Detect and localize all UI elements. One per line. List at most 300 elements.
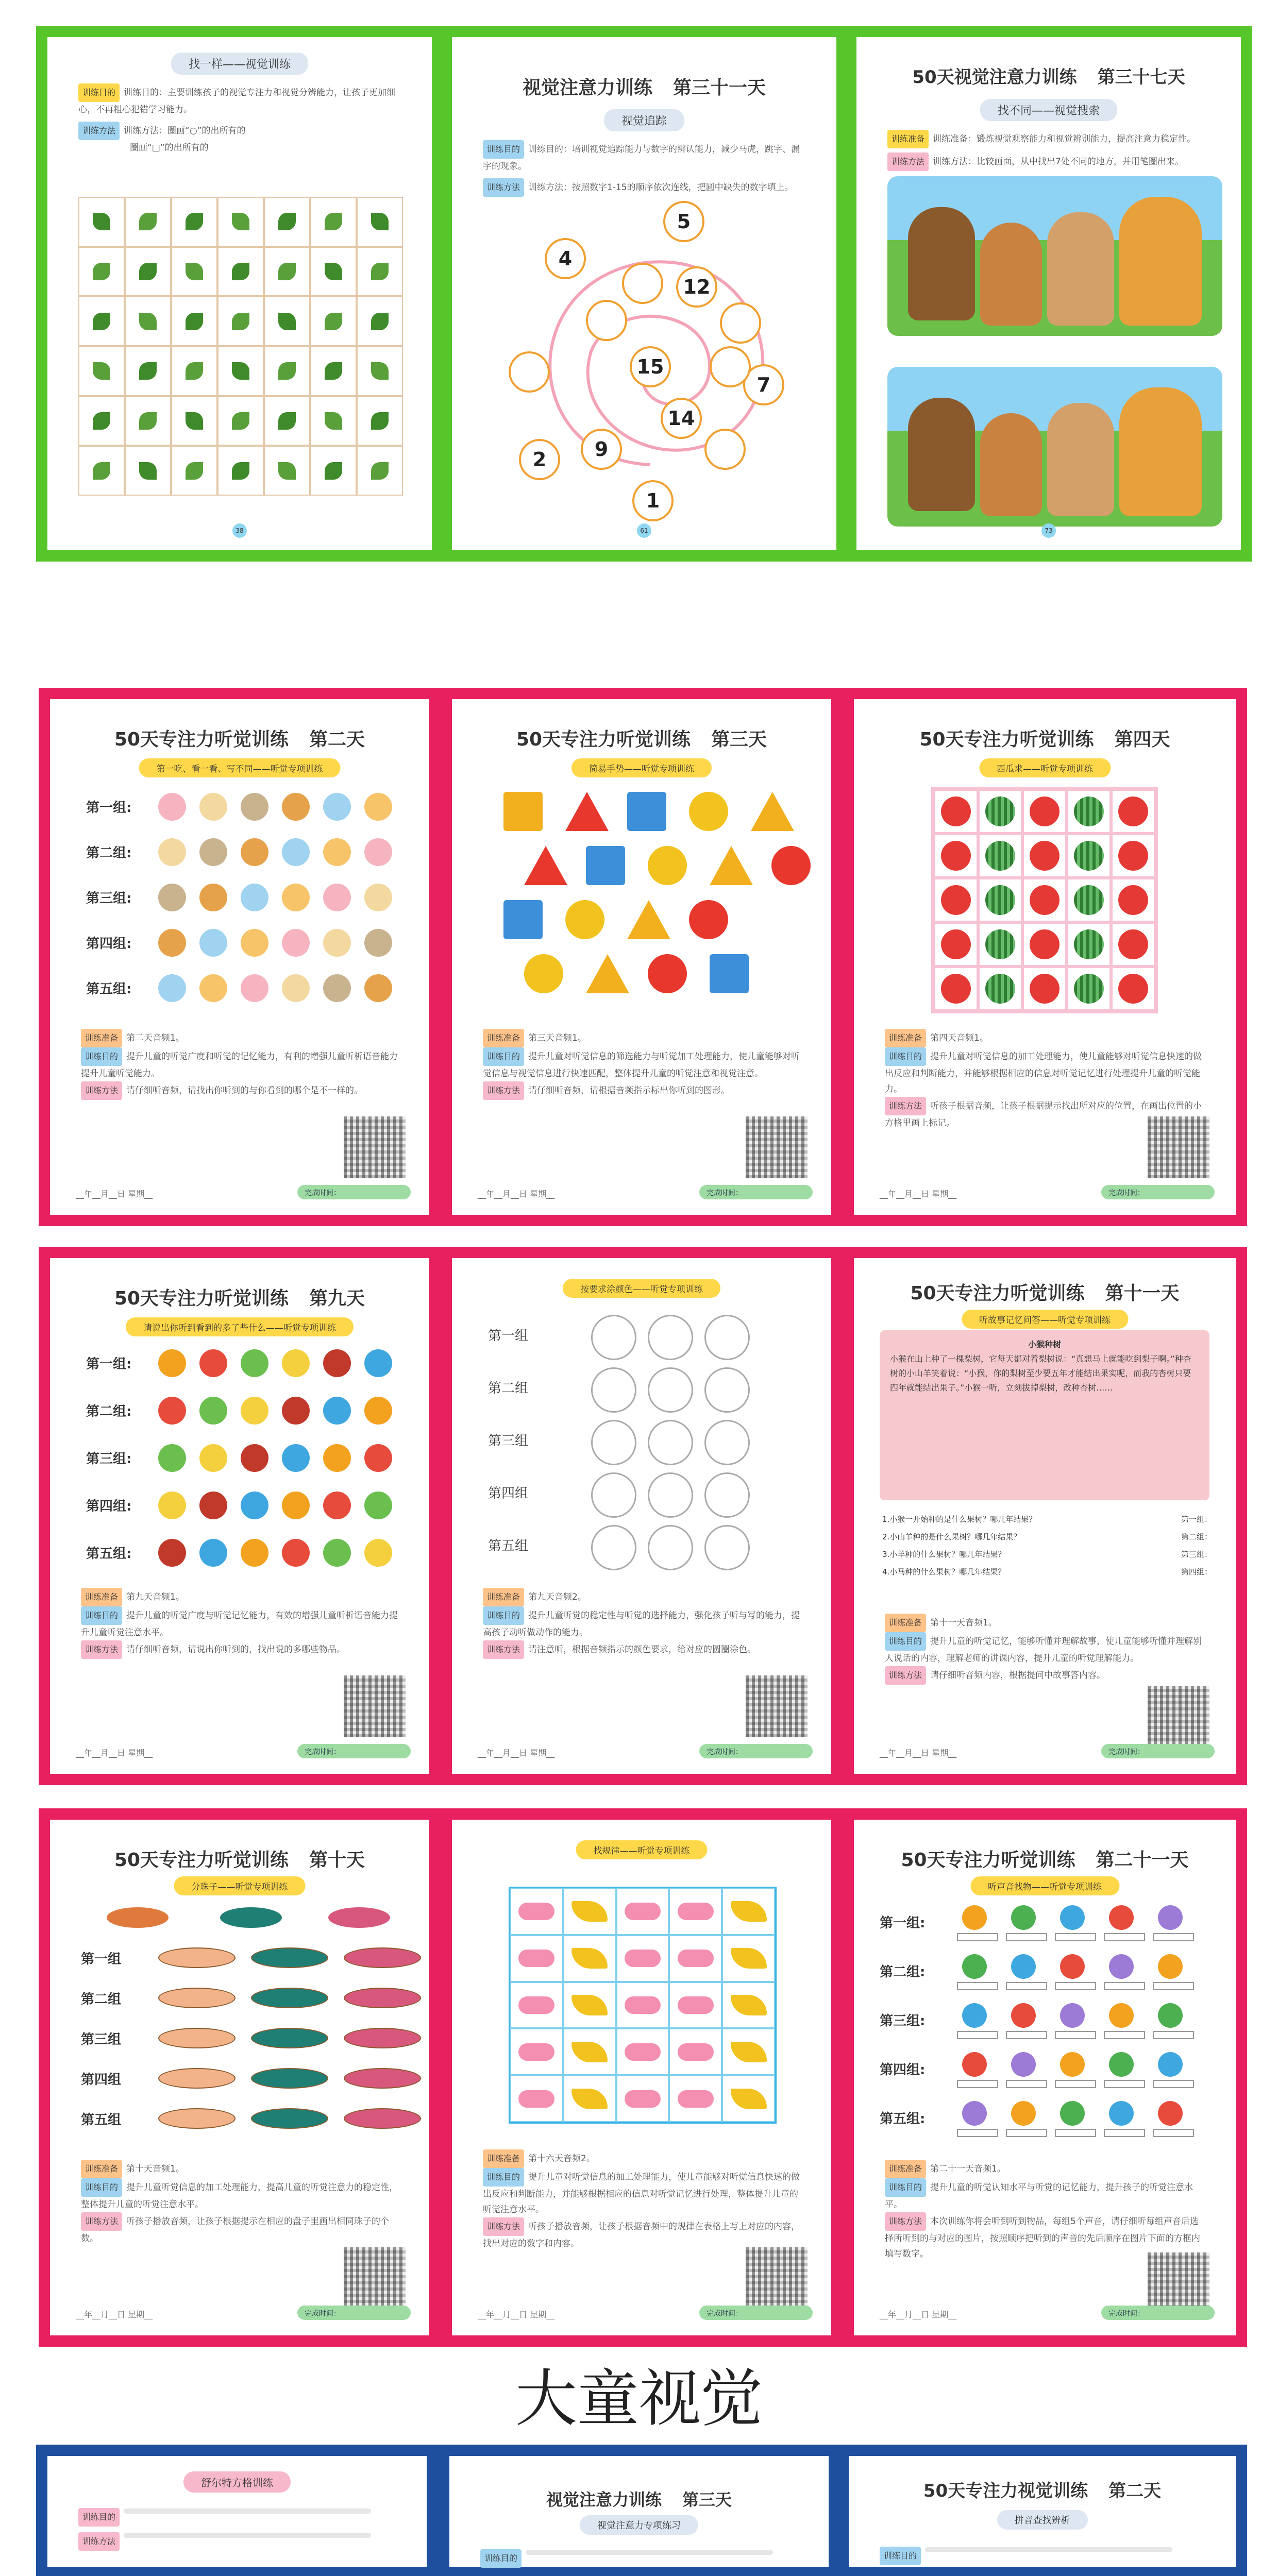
plate [344, 2028, 421, 2048]
prep-text: 第十六天音频2。 [528, 2154, 595, 2164]
purpose-text: 训练目的：培训视觉追踪能力与数字的辨认能力，减少马虎，跳字、漏字的现象。 [483, 144, 800, 172]
shape-icon [627, 900, 670, 939]
prep-tag: 训练准备 [81, 1588, 122, 1606]
item-icon [158, 838, 186, 866]
answer-label-3: 第三组： [1181, 1550, 1212, 1559]
method-text-2: 圈画“□”的出所有的 [130, 143, 209, 153]
item-icon [241, 793, 268, 821]
grid-cell [171, 396, 217, 446]
empty-circle [648, 1472, 693, 1518]
answer-box [1055, 1982, 1096, 1990]
shape-icon [586, 954, 629, 993]
page-title [854, 725, 1236, 751]
date-line: __年__月__日 星期__ [76, 1189, 153, 1199]
day-number: 第四天 [1114, 729, 1170, 750]
leaf-icon [139, 213, 157, 230]
method-tag: 训练方法 [78, 122, 120, 140]
group-label: 第五组 [488, 1538, 529, 1554]
leaf-icon [139, 263, 157, 280]
title-text: 50天专注力听觉训练 [516, 729, 691, 750]
group-label: 第五组: [86, 981, 132, 997]
item-icon [282, 1349, 310, 1377]
answer-box [1006, 2129, 1047, 2137]
page-title [50, 1845, 429, 1872]
leaf-icon [278, 362, 296, 380]
plate [251, 2028, 328, 2048]
section-heading: 大童视觉 [515, 2363, 763, 2435]
purpose-tag: 训练目的 [81, 2178, 122, 2197]
leaf-icon [139, 462, 157, 480]
leaf-icon [278, 263, 296, 280]
shape-icon [503, 900, 543, 939]
page-color-circles [441, 1247, 843, 1785]
item-icon [364, 1444, 392, 1472]
qr-code[interactable] [344, 2247, 406, 2309]
item-icon [1109, 1954, 1134, 1979]
group-label: 第一组: [86, 1357, 132, 1372]
shape-icon [565, 792, 609, 831]
shape-icon [689, 792, 728, 831]
page-listen-day9 [39, 1247, 441, 1785]
spiral-number-7: 7 [743, 364, 784, 405]
purpose-tag: 训练准备 [887, 130, 929, 148]
method-text: 本次训练你将会听到听到物品，每组5个声音，请仔细听每组声音后选择所听到的与对应的图片，按照顺序把听到的声音的先后顺序在图片下面的方框内填写数字。 [885, 2216, 1200, 2259]
purpose-tag: 训练目的 [880, 2547, 921, 2565]
day-number: 第三十一天 [673, 77, 766, 98]
qr-code[interactable] [344, 1675, 406, 1737]
grid-cell [616, 1982, 669, 2029]
answer-box [1104, 2129, 1145, 2137]
grid-cell [78, 247, 125, 297]
item-icon [1060, 2052, 1085, 2077]
prep-tag: 训练准备 [885, 1614, 926, 1632]
grid-cell [935, 968, 977, 1009]
plane-icon [731, 2089, 767, 2109]
apple-icon [1030, 885, 1060, 915]
item-icon [282, 974, 310, 1002]
shape-icon [689, 900, 728, 939]
apple-icon [1030, 796, 1060, 826]
group-label: 第一组 [81, 1952, 122, 1967]
grid-cell [722, 1982, 775, 2029]
item-icon [241, 838, 268, 866]
method-tag: 训练方法 [78, 2532, 120, 2551]
group-label: 第三组: [880, 2013, 926, 2029]
grid-cell [125, 446, 171, 496]
leaf-icon [325, 412, 342, 430]
grid-cell [669, 1935, 722, 1982]
page-title [854, 1845, 1236, 1872]
method-tag: 训练方法 [81, 2212, 122, 2231]
method-tag: 训练方法 [885, 1097, 926, 1115]
item-icon [1011, 2003, 1036, 2028]
item-icon [282, 1539, 310, 1567]
grid-cell [1113, 835, 1154, 876]
prep-text: 第十天音频1。 [126, 2164, 184, 2174]
method-text: 听孩子播放音频，让孩子根据提示在相应的盘子里画出相同珠子的个数。 [81, 2216, 390, 2244]
method-tag: 训练方法 [887, 152, 929, 171]
grid-cell [357, 247, 403, 297]
grid-cell [1068, 968, 1109, 1009]
answer-box [1104, 1982, 1145, 1990]
purpose-tag: 训练目的 [483, 1606, 524, 1625]
day-number: 第九天 [309, 1288, 365, 1309]
page-subtitle: 按要求涂颜色——听觉专项训练 [563, 1279, 720, 1298]
item-icon [158, 884, 186, 911]
grid-cell [171, 296, 217, 346]
grid-cell [217, 296, 264, 346]
item-icon [199, 929, 227, 957]
leaf-icon [371, 263, 389, 280]
spiral-number-5: 5 [663, 201, 704, 242]
plate [251, 1988, 328, 2008]
page-subtitle: 舒尔特方格训练 [183, 2471, 291, 2493]
item-icon [241, 1349, 268, 1377]
page-title [452, 73, 836, 99]
leaf-icon [186, 263, 203, 280]
item-icon [241, 929, 268, 957]
plane-icon [571, 1948, 608, 1969]
leaf-icon [232, 263, 249, 280]
group-label: 第二组: [880, 1964, 926, 1980]
empty-circle [704, 1525, 750, 1570]
item-icon [282, 1397, 310, 1425]
qr-code[interactable] [1148, 1116, 1209, 1178]
purpose-tag: 训练目的 [483, 1047, 524, 1066]
leaf-icon [186, 313, 203, 330]
empty-circle [586, 300, 627, 341]
car-icon [678, 2043, 714, 2061]
item-icon [158, 1397, 186, 1425]
time-bar: 完成时间： [699, 1185, 813, 1199]
time-bar: 完成时间： [1101, 1185, 1215, 1199]
watermelon-icon [1074, 885, 1104, 915]
question-4: 4.小马种的什么果树？哪几年结果？ [882, 1567, 1006, 1577]
spiral-number-9: 9 [581, 429, 622, 470]
purpose-tag: 训练目的 [483, 2168, 524, 2187]
empty-circle [591, 1525, 636, 1570]
item-icon [1060, 1954, 1085, 1979]
shape-icon [751, 792, 794, 831]
title-text: 50天视觉注意力训练 [912, 67, 1077, 88]
questions [882, 1511, 1212, 1581]
page-find-same [36, 26, 443, 562]
watermelon-icon [985, 929, 1015, 959]
qr-code[interactable] [746, 1675, 808, 1737]
qr-code[interactable] [1148, 2252, 1209, 2314]
grid-cell [264, 396, 310, 446]
method-tag: 训练方法 [885, 1666, 926, 1685]
dogs-picture-top [887, 176, 1222, 336]
leaf-icon [186, 362, 203, 380]
purpose-text: 训练目的：主要训练孩子的视觉专注力和视觉分辨能力，让孩子更加细心，不再粗心犯错学习能力。 [78, 88, 396, 115]
leaf-icon [139, 313, 157, 330]
prep-text: 第九天音频2。 [528, 1592, 586, 1602]
grid-cell [264, 346, 310, 396]
grid-cell [264, 296, 310, 346]
item-icon [1109, 2003, 1134, 2028]
day-number: 第三天 [711, 729, 767, 750]
item-icon [158, 1492, 186, 1519]
shape-icon [648, 954, 687, 993]
page-listen-day11 [843, 1247, 1247, 1785]
item-icon [962, 1954, 987, 1979]
grid-cell [217, 197, 264, 247]
group-label: 第三组: [86, 1451, 132, 1467]
answer-box [1153, 2129, 1194, 2137]
grid-cell [310, 296, 357, 346]
story-box [880, 1330, 1209, 1500]
shape-icon [771, 846, 811, 885]
purpose-tag: 训练目的 [78, 2508, 120, 2527]
prep-text: 第二十一天音频1。 [930, 2164, 1006, 2174]
question-2: 2.小山羊种的是什么果树？哪几年结果？ [882, 1532, 1021, 1541]
item-icon [323, 1492, 351, 1519]
answer-box [1055, 2080, 1096, 2088]
grid-cell [563, 2028, 616, 2075]
answer-box [1006, 1933, 1047, 1941]
car-icon [625, 2043, 661, 2061]
item-icon [199, 838, 227, 866]
grid-cell [669, 1982, 722, 2029]
empty-circle [648, 1525, 693, 1570]
purpose-text: 提升儿童的听觉广度和听觉的记忆能力，有利的增强儿童听析语音能力提升儿童听觉能力。 [81, 1052, 398, 1079]
plate [344, 1988, 421, 2008]
grid-cell [310, 396, 357, 446]
item-icon [199, 793, 227, 821]
item-icon [1011, 1905, 1036, 1930]
leaf-icon [325, 263, 342, 280]
apple-icon [1030, 841, 1060, 871]
date-line: __年__月__日 星期__ [478, 1189, 555, 1199]
day-number: 第二天 [309, 729, 365, 750]
prep-text: 第二天音频1。 [126, 1033, 184, 1043]
grid-cell [264, 197, 310, 247]
day-number: 第二天 [1108, 2481, 1162, 2501]
page-subtitle: 拼音查找辨析 [997, 2510, 1088, 2530]
apple-icon [941, 796, 971, 826]
leaf-icon [278, 313, 296, 330]
item-icon [364, 929, 392, 957]
item-icon [241, 1539, 268, 1567]
method-tag: 训练方法 [483, 178, 524, 197]
apple-icon [1118, 885, 1148, 915]
leaf-icon [139, 412, 157, 430]
item-icon [282, 1444, 310, 1472]
item-icon [364, 974, 392, 1002]
shape-icon [627, 792, 666, 831]
grid-cell [171, 346, 217, 396]
purpose-text: 提升儿童听觉的稳定性与听觉的选择能力，强化孩子听与写的能力，提高孩子动听做动作的能力。 [483, 1611, 800, 1638]
grid-cell [669, 1888, 722, 1935]
method-text: 训练方法：圈画“○”的出所有的 [124, 126, 246, 136]
method-text: 请仔细听音频，请说出你听到的，找出说的多哪些物品。 [126, 1645, 346, 1655]
group-label: 第四组: [86, 1499, 132, 1514]
method-text: 请仔细听音频，请根据音频指示标出你听到的图形。 [528, 1086, 730, 1096]
page-schulte-grid [36, 2445, 438, 2576]
purpose-tag: 训练目的 [483, 140, 524, 159]
title-text: 50天专注力视觉训练 [923, 2481, 1088, 2501]
title-text: 50天专注力听觉训练 [901, 1850, 1075, 1871]
group-label: 第三组: [86, 891, 132, 906]
grid-cell [935, 924, 977, 965]
page-subtitle: 听故事记忆问答——听觉专项训练 [962, 1310, 1128, 1329]
car-icon [518, 1996, 554, 2014]
plate [158, 1947, 236, 1968]
grid-cell [1024, 791, 1065, 832]
grid-cell [1024, 968, 1065, 1009]
item-icon [364, 838, 392, 866]
qr-code[interactable] [1148, 1686, 1209, 1748]
page-number: 61 [640, 527, 648, 534]
grid-cell [935, 791, 977, 832]
item-icon [1158, 2003, 1183, 2028]
item-icon [1011, 1954, 1036, 1979]
grid-cell [722, 2028, 775, 2075]
grid-cell [217, 346, 264, 396]
title-text: 50天专注力听觉训练 [114, 1850, 289, 1871]
group-label: 第三组 [81, 2032, 122, 2047]
item-icon [199, 1444, 227, 1472]
grid-cell [1024, 835, 1065, 876]
grid-cell [78, 396, 125, 446]
prep-tag: 训练准备 [483, 1588, 524, 1606]
day-number: 第三十七天 [1097, 67, 1185, 88]
item-icon [241, 1397, 268, 1425]
empty-circle [704, 1367, 750, 1413]
grid-cell [357, 346, 403, 396]
plate [344, 2108, 421, 2129]
item-icon [1011, 2101, 1036, 2126]
grid-cell [357, 446, 403, 496]
qr-code[interactable] [344, 1116, 406, 1178]
title-text: 50天专注力听觉训练 [114, 729, 289, 750]
grid-cell [171, 446, 217, 496]
grid-cell [722, 1888, 775, 1935]
grid-cell [171, 197, 217, 247]
leaf-grid [78, 197, 403, 496]
item-icon [158, 974, 186, 1002]
plate [158, 2108, 236, 2129]
grid-cell [125, 396, 171, 446]
page-number: 38 [236, 527, 244, 534]
day-number: 第二十一天 [1096, 1850, 1189, 1871]
group-label: 第二组: [86, 1404, 132, 1419]
grid-cell [357, 197, 403, 247]
answer-label-2: 第二组： [1181, 1532, 1212, 1541]
page-title [856, 63, 1241, 88]
group-label: 第二组 [81, 1992, 122, 2007]
grid-cell [78, 346, 125, 396]
item-icon [1158, 2101, 1183, 2126]
spiral-number-12: 12 [676, 266, 717, 308]
watermelon-icon [985, 974, 1015, 1004]
method-tag: 训练方法 [483, 1640, 524, 1659]
watermelon-icon [985, 796, 1015, 826]
day-number: 第三天 [682, 2490, 732, 2510]
group-label: 第三组 [488, 1433, 529, 1449]
plate [251, 2108, 328, 2129]
empty-circle [622, 263, 663, 304]
apple-icon [941, 929, 971, 959]
day-number: 第十天 [309, 1850, 365, 1871]
car-icon [625, 1903, 661, 1920]
watermelon-icon [985, 885, 1015, 915]
plate [158, 2068, 236, 2089]
page-visual-pinyin [837, 2445, 1247, 2576]
apple-icon [941, 974, 971, 1004]
prep-tag: 训练准备 [81, 1029, 122, 1047]
apple-icon [941, 885, 971, 915]
page-subtitle: 听声音找物——听觉专项训练 [970, 1876, 1119, 1895]
leaf-icon [278, 412, 296, 430]
apple-icon [1030, 929, 1060, 959]
vehicle-grid [509, 1887, 777, 2124]
shape-icon [565, 900, 604, 939]
plate [344, 2068, 421, 2089]
grid-cell [980, 924, 1021, 965]
page-subtitle: 简易手势——听觉专项训练 [571, 758, 712, 777]
spiral-number-14: 14 [661, 398, 702, 439]
apple-icon [941, 841, 971, 871]
group-label: 第一组: [86, 800, 132, 816]
shape-icon [710, 954, 749, 993]
plane-icon [571, 2042, 608, 2062]
item-icon [323, 1444, 351, 1472]
item-icon [962, 1905, 987, 1930]
answer-box [1104, 1933, 1145, 1941]
method-tag: 训练方法 [81, 1081, 122, 1100]
page-subtitle: 找不同——视觉搜索 [980, 99, 1117, 121]
item-icon [199, 1397, 227, 1425]
page-listen-day21 [843, 1808, 1247, 2347]
page-number: 73 [1045, 527, 1053, 534]
purpose-text: 提升儿童对听觉信息的加工处理能力，使儿童能够对听觉信息快速的做出反应和判断能力，并能够根据相应的信息对听觉记忆进行处理，整体提升儿童的听觉注意水平。 [483, 2172, 800, 2215]
group-label: 第一组 [488, 1328, 529, 1344]
method-text: 请注意听，根据音频指示的颜色要求，给对应的圆圈涂色。 [528, 1645, 756, 1655]
purpose-text: 提升儿童对听觉信息的筛选能力与听觉加工处理能力，使儿童能够对听觉信息与视觉信息进行快速匹配，整体提升儿童的听觉注意和视觉注意。 [483, 1052, 800, 1079]
answer-label-1: 第一组： [1181, 1515, 1212, 1524]
car-icon [678, 1950, 714, 1967]
leaf-icon [371, 412, 389, 430]
leaf-icon [186, 412, 203, 430]
answer-box [1006, 1982, 1047, 1990]
page-title [449, 2487, 829, 2511]
item-icon [962, 2101, 987, 2126]
leaf-icon [325, 313, 342, 330]
grid-cell [722, 2075, 775, 2122]
item-icon [364, 1349, 392, 1377]
leaf-icon [371, 213, 389, 230]
time-bar: 完成时间： [297, 1185, 411, 1199]
page-number-dot [1041, 523, 1056, 538]
grid-cell [217, 446, 264, 496]
group-label: 第五组: [880, 2111, 926, 2127]
empty-circle [704, 1420, 750, 1465]
grid-cell [264, 446, 310, 496]
prep-text: 第九天音频1。 [126, 1592, 184, 1602]
qr-code[interactable] [746, 1116, 808, 1178]
answer-box [957, 2129, 998, 2137]
page-title [849, 2477, 1236, 2502]
item-icon [1109, 1905, 1134, 1930]
qr-code[interactable] [746, 2247, 808, 2309]
grid-cell [1113, 791, 1154, 832]
page-listen-day10 [39, 1808, 441, 2347]
item-icon [158, 1349, 186, 1377]
answer-box [1006, 2031, 1047, 2039]
item-icon [199, 1492, 227, 1519]
